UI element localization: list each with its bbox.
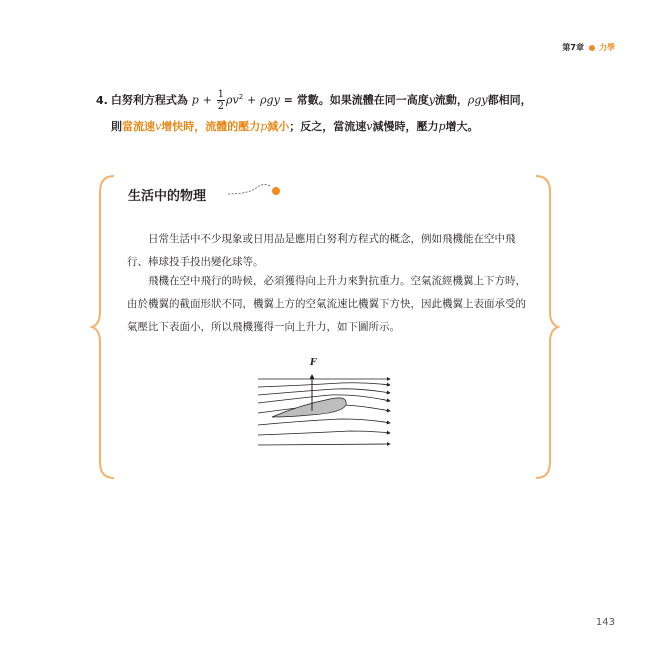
paragraph-1: 日常生活中不少現象或日用品是應用白努利方程式的概念，例如飛機能在空中飛行、棒球投手投出變化球等。 — [127, 233, 516, 268]
symbol-p: p — [191, 93, 199, 107]
bernoulli-result-line — [111, 118, 479, 134]
symbol-y: y — [428, 93, 435, 107]
streamline — [258, 389, 390, 395]
result-middle-text: ；反之，當流速 — [289, 120, 367, 133]
symbol-rho-g-y: ρgy — [467, 93, 488, 107]
bullet-dot-icon — [589, 45, 595, 51]
symbol-v: v — [155, 120, 162, 133]
right-curly-bracket — [530, 172, 560, 482]
condition-text-c: 都相同， — [487, 93, 532, 107]
bernoulli-formula-line — [96, 89, 532, 112]
chapter-subject: 力學 — [599, 43, 615, 52]
streamline — [258, 444, 390, 445]
symbol-v: v — [366, 120, 373, 133]
chapter-header — [562, 42, 615, 53]
condition-text-a: 如果流體在同一高度 — [329, 93, 429, 107]
chapter-number: 第7章 — [562, 43, 584, 52]
airfoil-streamline-figure — [250, 355, 410, 465]
equals-constant: = 常數。 — [283, 93, 330, 107]
fraction-numerator: 1 — [217, 89, 225, 100]
streamline — [258, 383, 390, 387]
plus-sign: + — [202, 93, 212, 107]
left-curly-bracket — [90, 172, 120, 482]
item-number: 4. — [96, 93, 108, 107]
term-rho-v: ρv — [226, 93, 239, 107]
term-rho-g-y: ρgy — [260, 93, 280, 107]
one-half-fraction — [217, 89, 225, 112]
force-label: F — [310, 358, 317, 368]
symbol-p: p — [438, 120, 446, 133]
streamline — [258, 419, 390, 425]
fraction-denominator: 2 — [217, 101, 225, 112]
plus-sign: + — [247, 93, 257, 107]
wing-cross-section — [272, 398, 346, 417]
formula-lead: 白努利方程式為 — [110, 93, 188, 107]
page-number: 143 — [595, 617, 615, 628]
condition-text-b: 流動， — [434, 93, 468, 107]
highlight-text-b: 增快時，流體的壓力 — [161, 120, 261, 133]
result-prefix: 則 — [111, 120, 122, 133]
result-middle-text-2: 減慢時，壓力 — [372, 120, 439, 133]
symbol-p: p — [260, 120, 268, 133]
title-swoosh-decoration-icon — [226, 180, 286, 200]
highlight-text-a: 當流速 — [122, 120, 155, 133]
streamline — [258, 431, 390, 435]
highlight-text-c: 減小 — [267, 120, 290, 133]
paragraph-2: 飛機在空中飛行的時候，必須獲得向上升力來對抗重力。空氣流經機翼上下方時，由於機翼的截面形狀不同，機翼上方的空氣流速比機翼下方快，因此機翼上表面承受的氣壓比下表面小，所以飛機獲得一向上升力，如下圖所示。 — [127, 275, 526, 333]
exponent: 2 — [238, 92, 244, 101]
result-end-text: 增大。 — [445, 120, 479, 133]
box-title: 生活中的物理 — [128, 189, 207, 204]
